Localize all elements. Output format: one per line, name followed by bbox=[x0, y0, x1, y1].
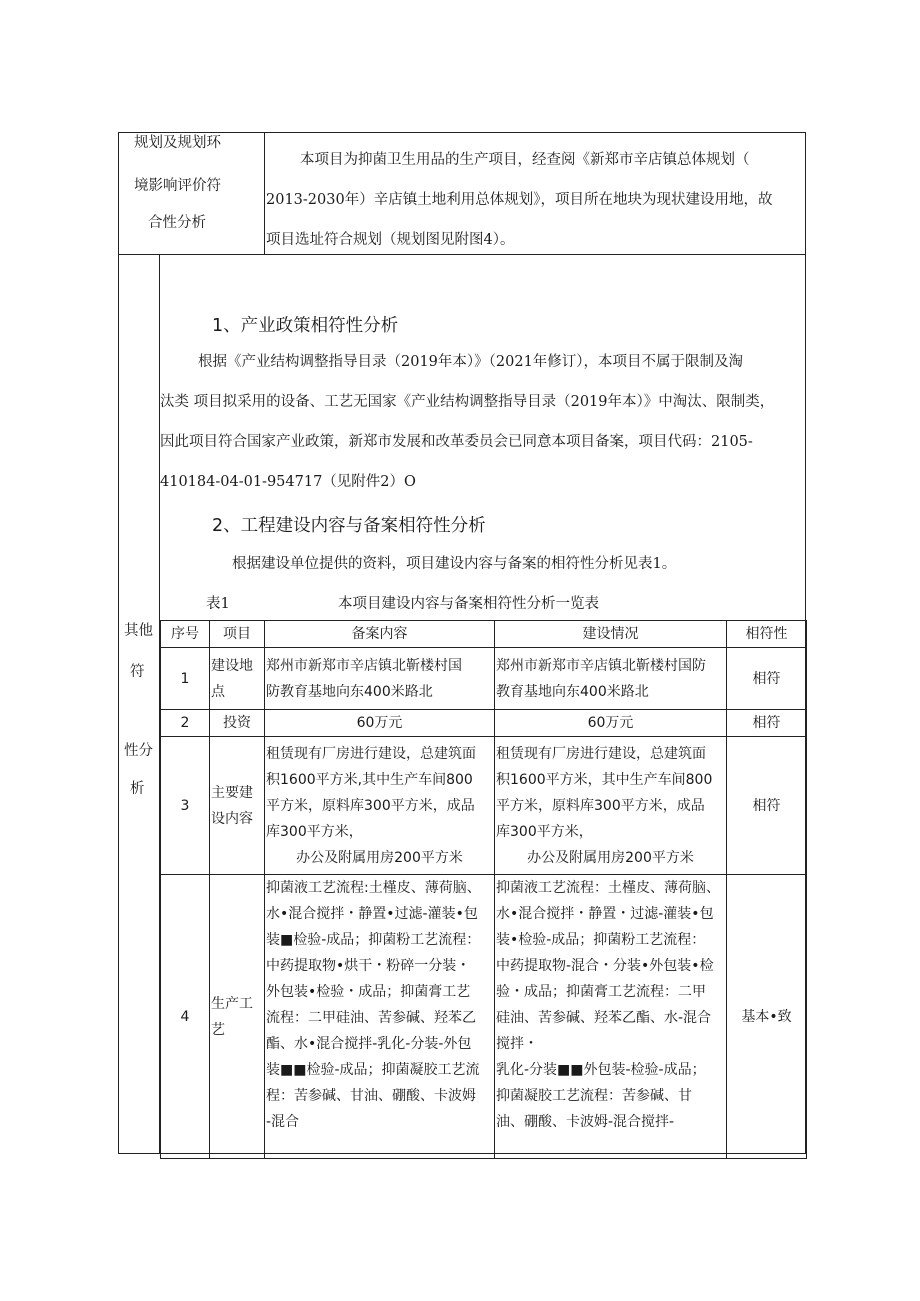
row-filing-line: 水•混合搅拌・静置•过滤-灌装•包 bbox=[266, 906, 478, 922]
table-row bbox=[161, 710, 807, 737]
header-no: 序号 bbox=[161, 621, 210, 648]
row-no: 1 bbox=[161, 648, 210, 710]
compliance-table bbox=[160, 620, 807, 1159]
row-item-line: 设内容 bbox=[211, 810, 253, 827]
header-construction: 建设情况 bbox=[495, 621, 727, 648]
section1-line-3: 因此项目符合国家产业政策，新郑市发展和改革委员会已同意本项目备案，项目代码：2105- bbox=[160, 434, 753, 450]
row-filing-line: 平方米，原料库300平方米，成品 bbox=[266, 797, 475, 814]
side-label-line-3: 性分 bbox=[124, 743, 153, 759]
row-filing-line: 装■■检验-成品；抑菌凝胶工艺流 bbox=[266, 1062, 480, 1078]
row-construction-line: 乳化-分装■■外包装-检验-成品； bbox=[496, 1062, 706, 1078]
row-construction-line: 硅油、苦参碱、羟苯乙酯、水-混合 bbox=[496, 1010, 712, 1026]
header-result: 相符性 bbox=[727, 621, 807, 648]
section1-line-1: 根据《产业结构调整指导目录（2019年本）》（2021年修订），本项目不属于限制及淘 bbox=[198, 354, 744, 370]
section1-line-2: 汰类 项目拟采用的设备、工艺无国家《产业结构调整指导目录（2019年本）》中淘汰、限制类， bbox=[160, 394, 775, 410]
row-construction-line: 水•混合搅拌・静置・过滤-灌装•包 bbox=[496, 906, 714, 922]
section1-line-4: 410184-04-01-954717（见附件2）O bbox=[160, 474, 416, 490]
side-label-line-4: 析 bbox=[130, 781, 145, 797]
row-construction-line: 办公及附属用房200平方米 bbox=[527, 849, 694, 866]
row-item bbox=[210, 875, 265, 1159]
row-construction-line: 积1600平方米，其中生产车间800 bbox=[496, 771, 713, 788]
row-item bbox=[210, 737, 265, 875]
row-filing-line: 库300平方米， bbox=[266, 823, 363, 840]
row-item-line: 艺 bbox=[211, 1021, 225, 1038]
row-no: 4 bbox=[161, 875, 210, 1159]
row-filing-line: -混合 bbox=[266, 1114, 300, 1130]
top-section-divider bbox=[264, 132, 265, 254]
row-construction-line: 郑州市新郑市辛店镇北靳楼村国防 bbox=[496, 657, 706, 674]
row-filing bbox=[265, 875, 495, 1159]
row-filing: 60万元 bbox=[265, 710, 495, 737]
header-filing: 备案内容 bbox=[265, 621, 495, 648]
table-caption-number: 表1 bbox=[206, 596, 230, 612]
row-construction-line: 验・成品；抑菌膏工艺流程：二甲 bbox=[496, 984, 706, 1000]
row-filing-line: 中药提取物•烘干・粉碎一分装・ bbox=[266, 958, 471, 974]
row-result: 基本•致 bbox=[727, 875, 807, 1159]
row-no: 3 bbox=[161, 737, 210, 875]
row-construction bbox=[495, 648, 727, 710]
header-item: 项目 bbox=[210, 621, 265, 648]
row-filing-line: 程：苦参碱、甘油、硼酸、卡波姆 bbox=[266, 1088, 476, 1104]
side-label-line-1: 其他 bbox=[124, 623, 153, 639]
row-filing-line: 流程：二甲硅油、苦参碱、羟苯乙 bbox=[266, 1010, 476, 1026]
row-construction-line: 中药提取物-混合・分装•外包装•检 bbox=[496, 958, 714, 974]
top-label-line-1: 规划及规划环 bbox=[134, 135, 221, 151]
row-construction-line: 装•检验-成品；抑菌粉工艺流程： bbox=[496, 932, 706, 948]
table-row bbox=[161, 737, 807, 875]
row-item bbox=[210, 648, 265, 710]
top-label-line-2: 境影响评价符 bbox=[134, 178, 221, 194]
table-row bbox=[161, 875, 807, 1159]
row-construction-line: 油、硼酸、卡波姆-混合搅拌- bbox=[496, 1114, 675, 1130]
row-filing-line: 积1600平方米,其中生产车间800 bbox=[266, 771, 473, 788]
row-filing-line: 租赁现有厂房进行建设，总建筑面 bbox=[266, 745, 476, 762]
row-filing-line: 办公及附属用房200平方米 bbox=[296, 849, 463, 866]
row-item-line: 建设地 bbox=[211, 657, 253, 674]
row-filing bbox=[265, 737, 495, 875]
row-filing-line: 外包装•检验・成品；抑菌膏工艺 bbox=[266, 984, 471, 1000]
row-construction-line: 抑菌液工艺流程：土槿皮、薄荷脑、 bbox=[496, 880, 720, 896]
row-filing-line: 酯、水•混合搅拌-乳化-分装-外包 bbox=[266, 1036, 472, 1052]
row-construction-line: 抑菌凝胶工艺流程：苦参碱、甘 bbox=[496, 1088, 692, 1104]
row-construction-line: 搅拌・ bbox=[496, 1036, 538, 1052]
row-construction-line: 库300平方米， bbox=[496, 823, 593, 840]
row-filing-line: 装■检验-成品；抑菌粉工艺流程： bbox=[266, 932, 481, 948]
top-content-line-3: 项目选址符合规划（规划图见附图4）。 bbox=[266, 232, 515, 248]
table-caption-title: 本项目建设内容与备案相符性分析一览表 bbox=[338, 596, 599, 612]
row-no: 2 bbox=[161, 710, 210, 737]
row-result: 相符 bbox=[727, 710, 807, 737]
row-construction: 60万元 bbox=[495, 710, 727, 737]
row-construction-line: 租赁现有厂房进行建设，总建筑面 bbox=[496, 745, 706, 762]
top-content-line-1: 本项目为抑菌卫生用品的生产项目，经查阅《新郑市辛店镇总体规划（ bbox=[300, 152, 750, 168]
row-filing bbox=[265, 648, 495, 710]
section2-intro: 根据建设单位提供的资料，项目建设内容与备案的相符性分析见表1。 bbox=[232, 556, 677, 572]
top-label-line-3: 合性分析 bbox=[148, 215, 206, 231]
row-item-line: 生产工 bbox=[211, 995, 253, 1012]
row-filing-line: 郑州市新郑市辛店镇北靳楼村国 bbox=[266, 657, 462, 674]
table-row bbox=[161, 648, 807, 710]
row-item-line: 点 bbox=[211, 683, 225, 700]
top-content-line-2: 2013-2030年）辛店镇土地利用总体规划》，项目所在地块为现状建设用地，故 bbox=[266, 192, 773, 208]
table-header-row bbox=[161, 621, 807, 648]
row-construction-line: 平方米，原料库300平方米，成品 bbox=[496, 797, 705, 814]
section2-heading: 2、工程建设内容与备案相符性分析 bbox=[212, 516, 486, 536]
row-filing-line: 防教育基地向东400米路北 bbox=[266, 683, 433, 700]
row-item-line: 主要建 bbox=[211, 784, 253, 801]
side-label-line-2: 符 bbox=[130, 664, 145, 680]
row-construction bbox=[495, 737, 727, 875]
row-filing-line: 抑菌液工艺流程:土槿皮、薄荷脑、 bbox=[266, 880, 481, 896]
row-result: 相符 bbox=[727, 648, 807, 710]
section1-heading: 1、产业政策相符性分析 bbox=[212, 316, 399, 336]
row-construction bbox=[495, 875, 727, 1159]
row-construction-line: 教育基地向东400米路北 bbox=[496, 683, 649, 700]
row-result: 相符 bbox=[727, 737, 807, 875]
row-item: 投资 bbox=[210, 710, 265, 737]
